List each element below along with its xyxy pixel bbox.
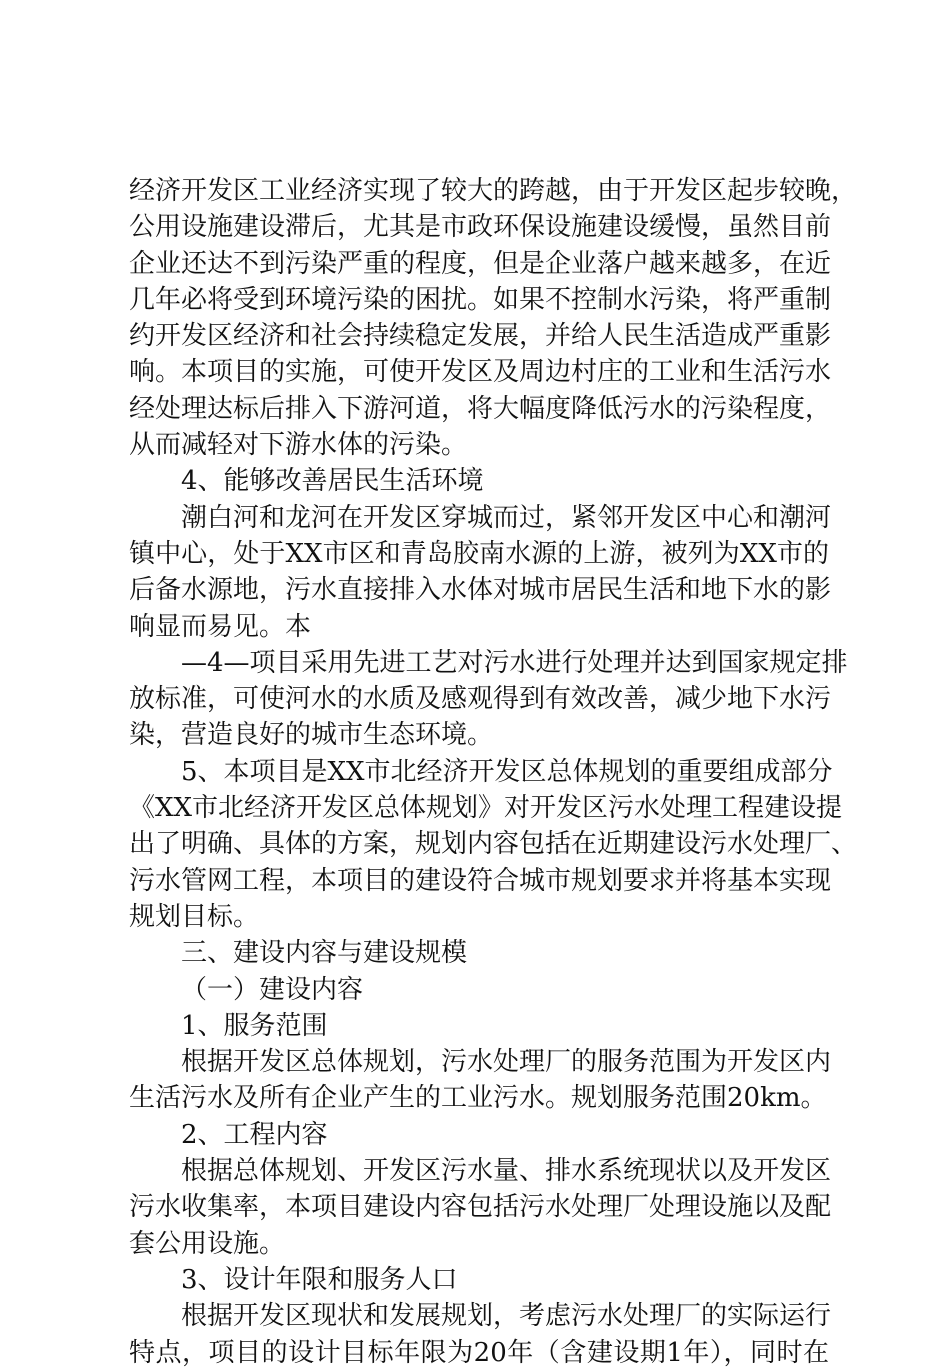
text-line: 放标准，可使河水的水质及感观得到有效改善，减少地下水污 bbox=[129, 684, 832, 715]
text-line: 公用设施建设滞后，尤其是市政环保设施建设缓慢，虽然目前 bbox=[129, 212, 832, 243]
text-line: 污水管网工程，本项目的建设符合城市规划要求并将基本实现 bbox=[129, 865, 832, 896]
text-line: 镇中心，处于XX市区和青岛胶南水源的上游，被列为XX市的 bbox=[129, 538, 829, 569]
text-line: 从而减轻对下游水体的污染。 bbox=[129, 430, 468, 461]
text-line: —4—项目采用先进工艺对污水进行处理并达到国家规定排 bbox=[181, 647, 848, 678]
text-line: 5、本项目是XX市北经济开发区总体规划的重要组成部分 bbox=[181, 756, 833, 787]
text-line: 规划目标。 bbox=[129, 901, 260, 932]
text-line: 根据开发区总体规划，污水处理厂的服务范围为开发区内 bbox=[181, 1047, 832, 1078]
text-line: 染，营造良好的城市生态环境。 bbox=[129, 720, 494, 751]
text-line: 后备水源地，污水直接排入水体对城市居民生活和地下水的影 bbox=[129, 575, 832, 606]
text-line: 约开发区经济和社会持续稳定发展，并给人民生活造成严重影 bbox=[129, 321, 832, 352]
text-line: 经处理达标后排入下游河道，将大幅度降低污水的污染程度， bbox=[129, 393, 832, 424]
text-line: 污水收集率，本项目建设内容包括污水处理厂处理设施以及配 bbox=[129, 1192, 832, 1223]
text-line: 企业还达不到污染严重的程度，但是企业落户越来越多，在近 bbox=[129, 248, 832, 279]
text-line: 1、服务范围 bbox=[181, 1010, 328, 1041]
text-line: 响。本项目的实施，可使开发区及周边村庄的工业和生活污水 bbox=[129, 357, 832, 388]
text-line: 4、能够改善居民生活环境 bbox=[181, 466, 484, 497]
text-line: （一）建设内容 bbox=[181, 974, 364, 1005]
text-line: 根据开发区现状和发展规划，考虑污水处理厂的实际运行 bbox=[181, 1301, 832, 1332]
text-line: 响显而易见。本 bbox=[129, 611, 312, 642]
text-line: 《XX市北经济开发区总体规划》对开发区污水处理工程建设提 bbox=[129, 793, 843, 824]
text-line: 特点，项目的设计目标年限为20年（含建设期1年），同时在 bbox=[129, 1337, 829, 1368]
text-line: 几年必将受到环境污染的困扰。如果不控制水污染，将严重制 bbox=[129, 284, 832, 315]
document-body-text bbox=[129, 173, 858, 1371]
text-line: 潮白河和龙河在开发区穿城而过，紧邻开发区中心和潮河 bbox=[181, 502, 832, 533]
text-line: 生活污水及所有企业产生的工业污水。规划服务范围20km。 bbox=[129, 1083, 827, 1114]
text-line: 经济开发区工业经济实现了较大的跨越，由于开发区起步较晚， bbox=[129, 176, 858, 206]
text-line: 3、设计年限和服务人口 bbox=[181, 1264, 458, 1295]
text-line: 套公用设施。 bbox=[129, 1228, 286, 1259]
text-line: 三、建设内容与建设规模 bbox=[181, 938, 468, 969]
text-line: 根据总体规划、开发区污水量、排水系统现状以及开发区 bbox=[181, 1156, 832, 1187]
text-line: 2、工程内容 bbox=[181, 1119, 328, 1150]
text-line: 出了明确、具体的方案，规划内容包括在近期建设污水处理厂、 bbox=[129, 829, 858, 860]
